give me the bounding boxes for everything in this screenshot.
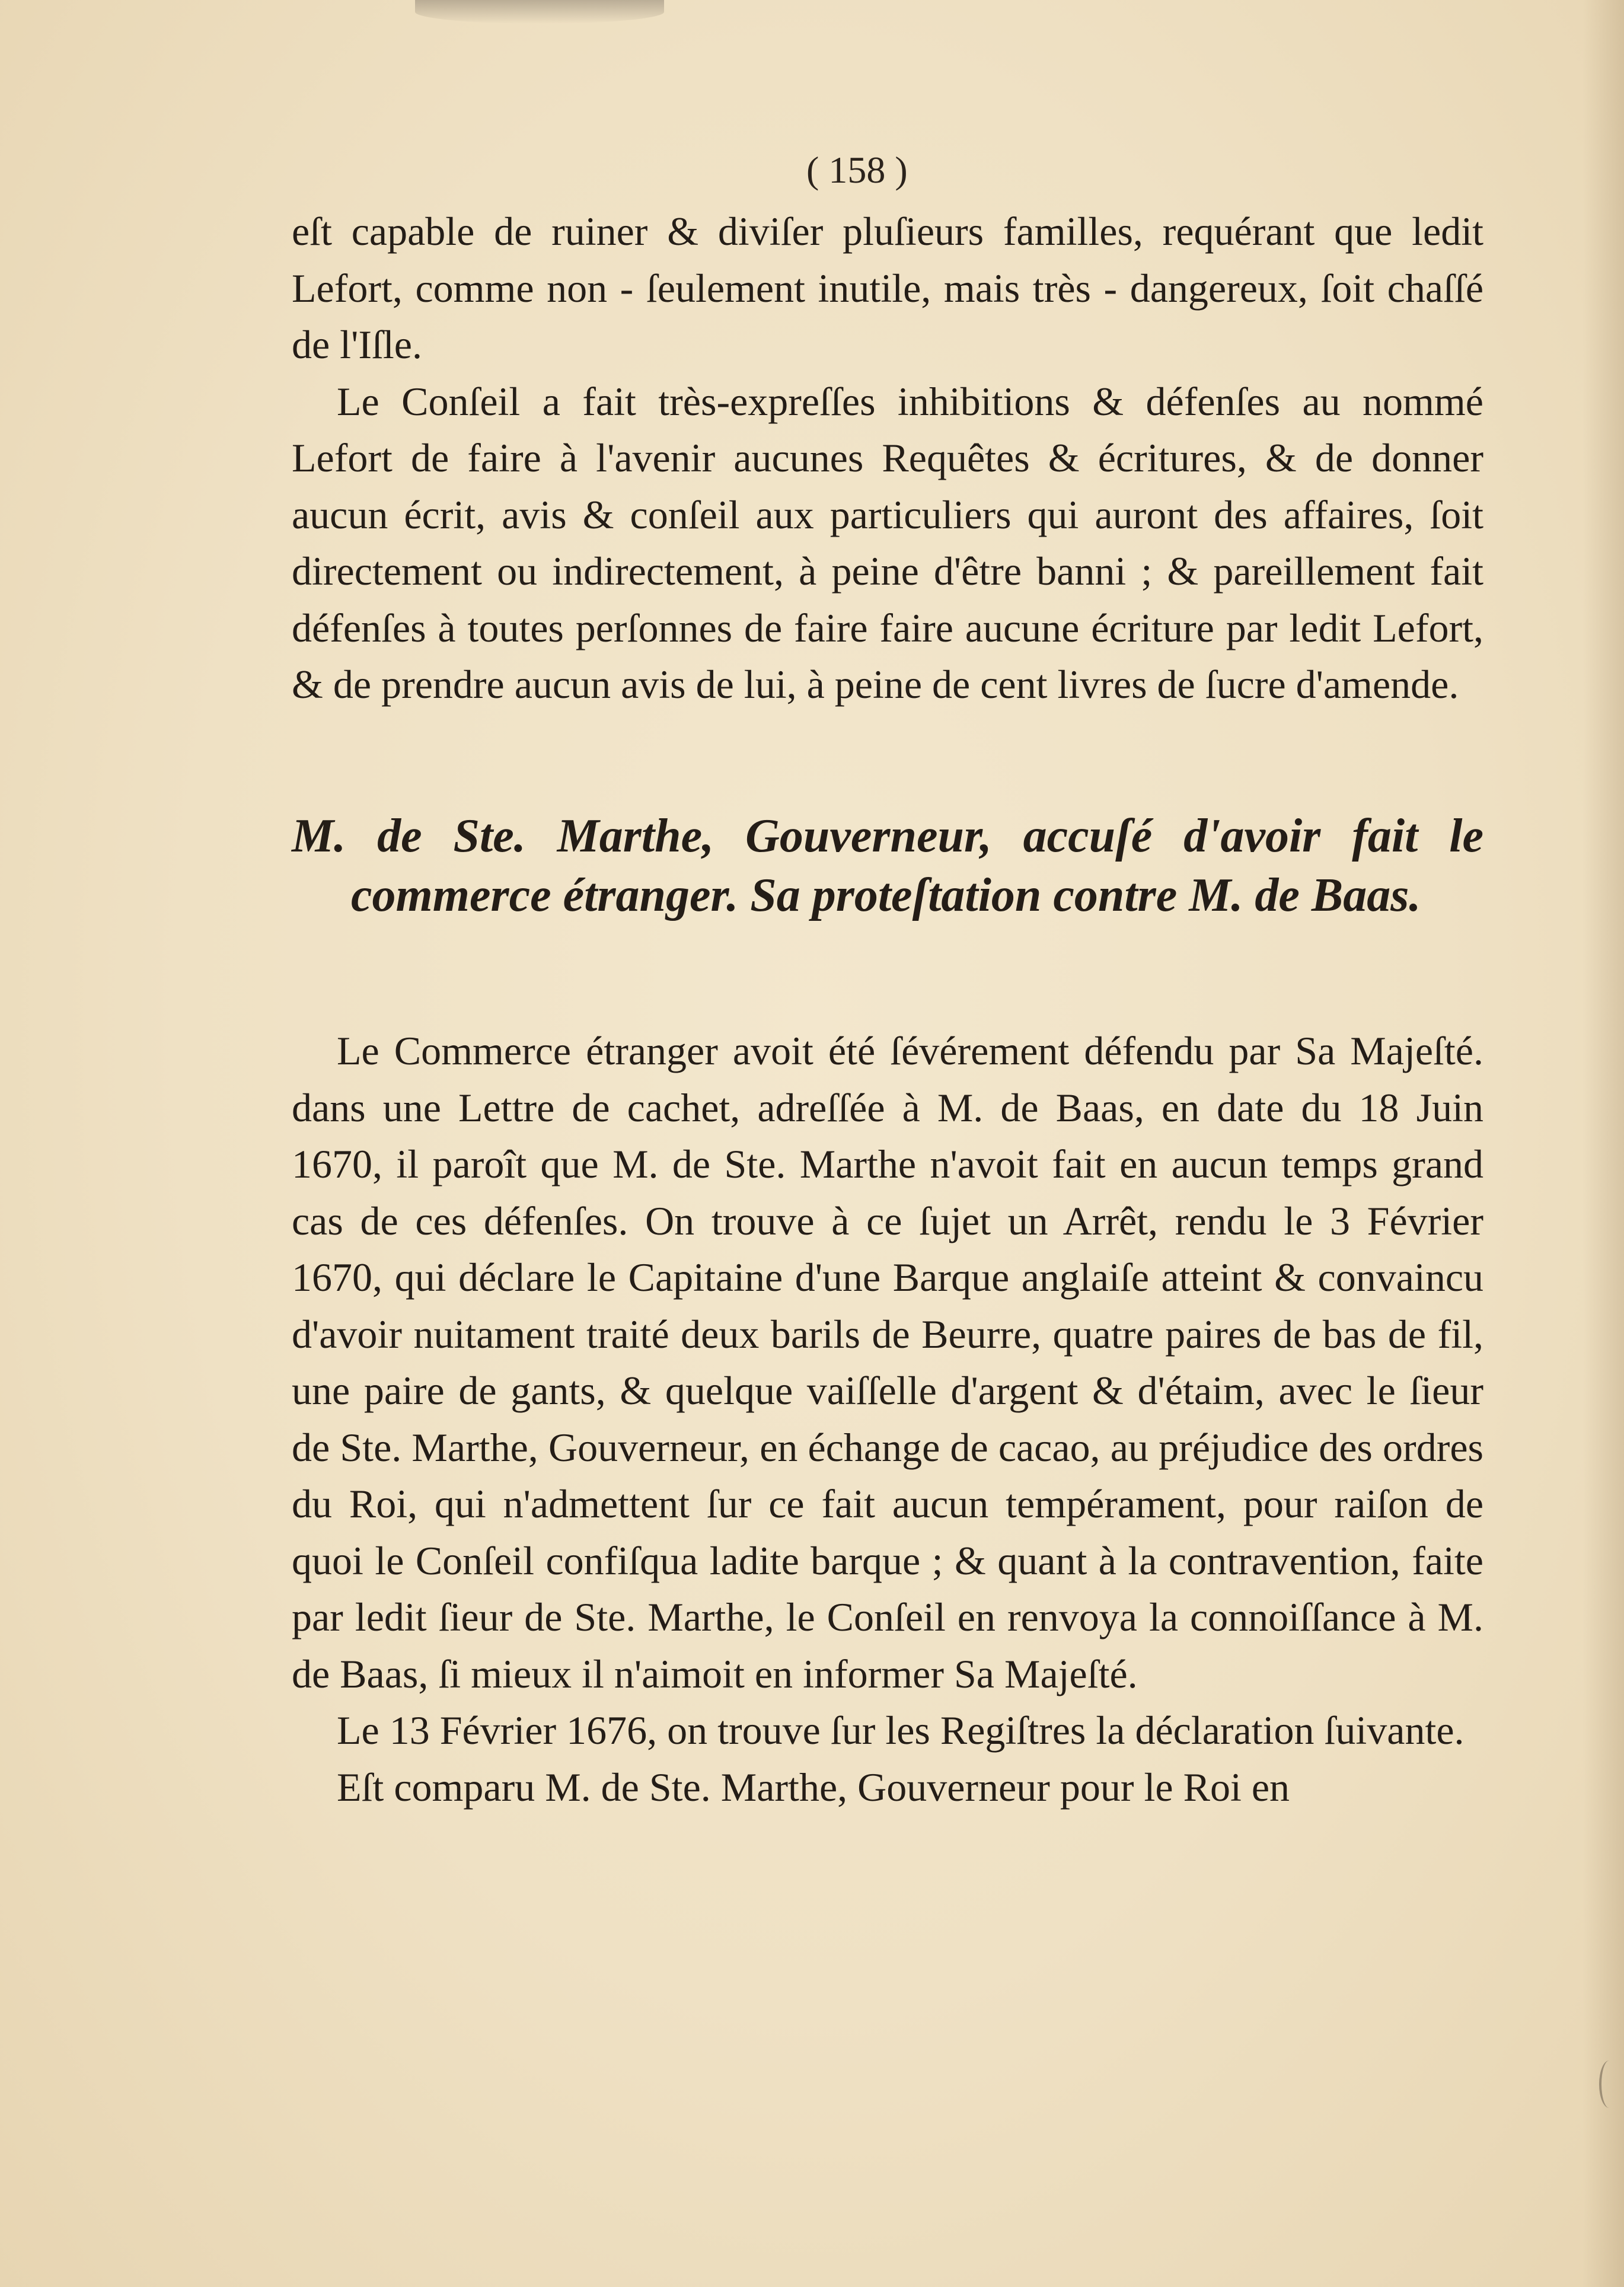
- page-smudge: [415, 0, 664, 24]
- section-heading: [292, 806, 1483, 925]
- margin-mark: [1599, 2060, 1619, 2108]
- page-number: ( 158 ): [806, 149, 908, 191]
- body-text-top: [292, 203, 1483, 713]
- paragraph-comparu: Eſt comparu M. de Ste. Marthe, Gouverneur pour le Roi en: [337, 1764, 1290, 1810]
- section-heading-text: M. de Ste. Marthe, Gouverneur, accuſé d'avoir fait le commerce étranger. Sa proteſtation contre M. de Baas.: [292, 810, 1483, 921]
- paragraph-council-decision: Le Conſeil a fait très-expreſſes inhibitions & défenſes au nommé Lefort de faire à l'avenir aucunes Requêtes & écritures, & de donner aucun écrit, avis & conſeil aux particuliers qui auront des affaires, ſoit directement ou indirectement, à peine d'être banni ; & pareillement fait défenſes à toutes perſonnes de faire faire aucune écriture par ledit Lefort, & de prendre aucun avis de lui, à peine de cent livres de ſucre d'amende.: [292, 378, 1483, 707]
- paragraph-continuation: eſt capable de ruiner & diviſer pluſieurs familles, requérant que ledit Lefort, comme non - ſeulement inutile, mais très - dangereux, ſoit chaſſé de l'Iſle.: [292, 209, 1483, 367]
- paragraph-declaration-date: Le 13 Février 1676, on trouve ſur les Regiſtres la déclaration ſuivante.: [337, 1708, 1465, 1753]
- paragraph-foreign-commerce: Le Commerce étranger avoit été ſévérement défendu par Sa Majeſté. dans une Lettre de cachet, adreſſée à M. de Baas, en date du 18 Juin 1670, il paroît que M. de Ste. Marthe n'avoit fait en aucun temps grand cas de ces défenſes. On trouve à ce ſujet un Arrêt, rendu le 3 Février 1670, qui déclare le Capitaine d'une Barque anglaiſe atteint & convaincu d'avoir nuitament traité deux barils de Beurre, quatre paires de bas de fil, une paire de gants, & quelque vaiſſelle d'argent & d'étaim, avec le ſieur de Ste. Marthe, Gouverneur, en échange de cacao, au préjudice des ordres du Roi, qui n'admettent ſur ce fait aucun tempérament, pour raiſon de quoi le Conſeil confiſqua ladite barque ; & quant à la contravention, faite par ledit ſieur de Ste. Marthe, le Conſeil en renvoya la connoiſſance à M. de Baas, ſi mieux il n'aimoit en informer Sa Majeſté.: [292, 1028, 1483, 1696]
- page-edge-shadow: [1582, 0, 1624, 2287]
- body-text-bottom: [292, 1023, 1483, 1816]
